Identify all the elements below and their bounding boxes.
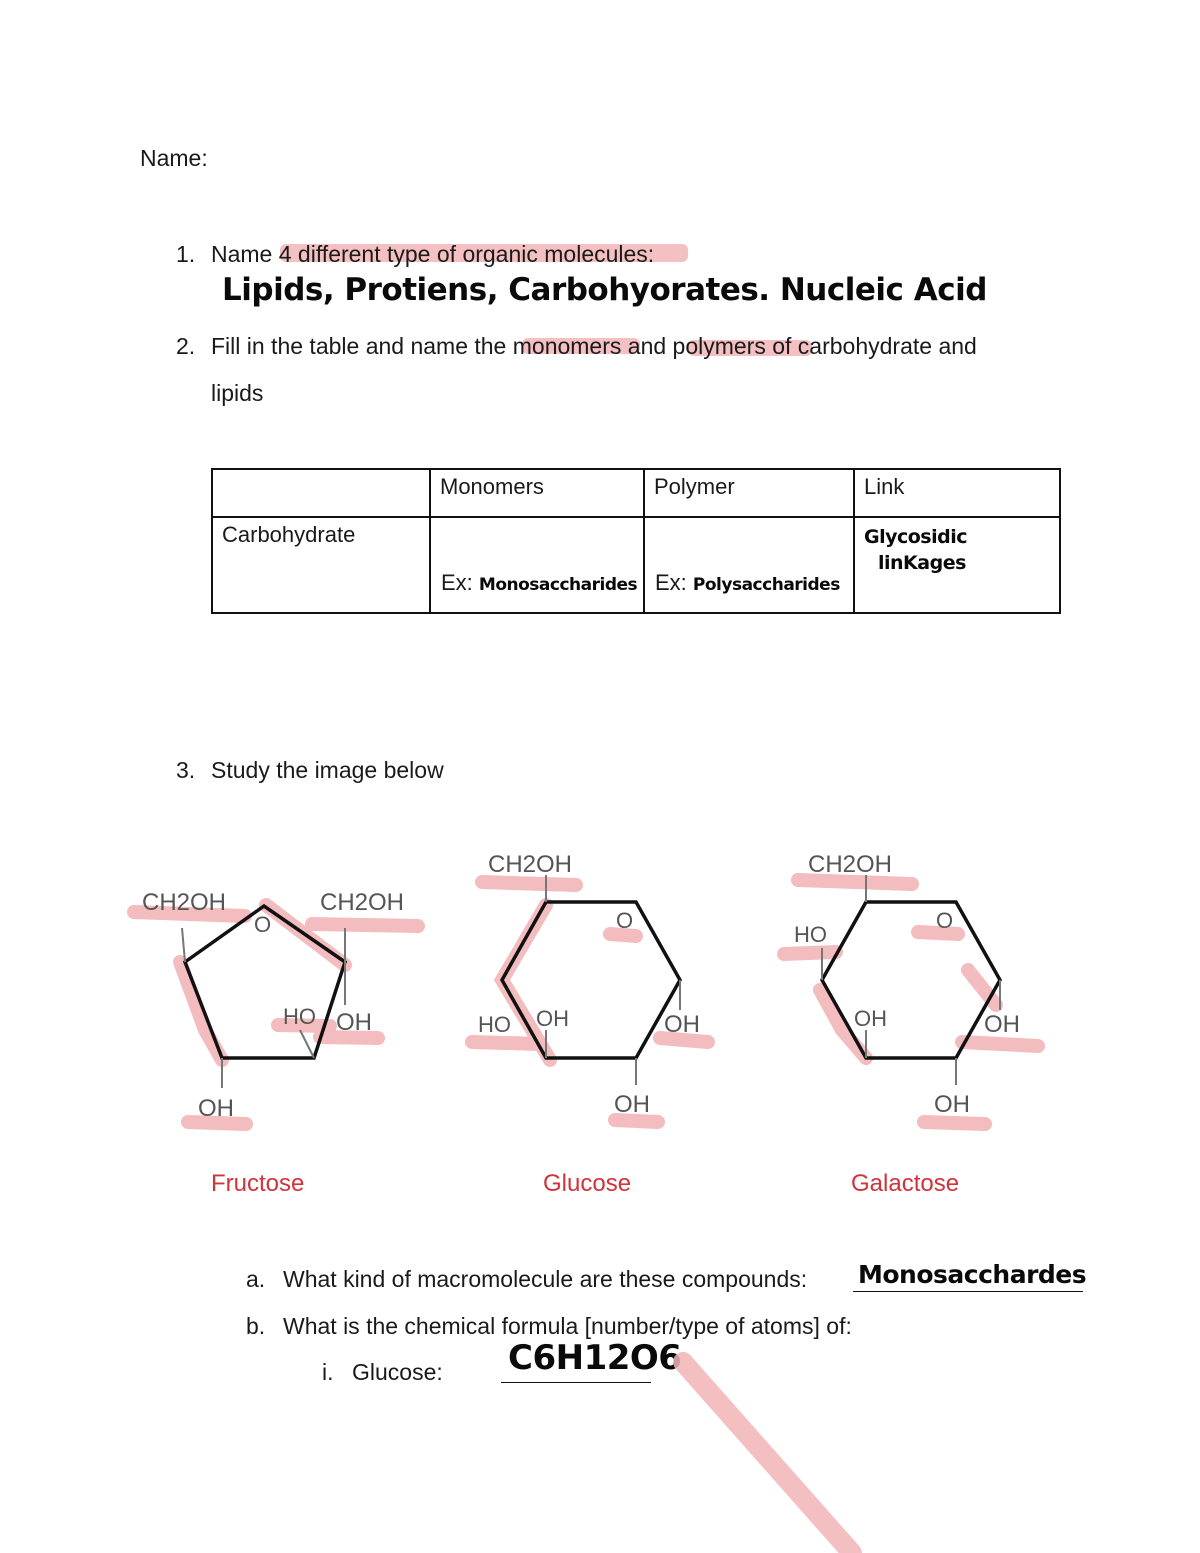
ex-prefix-polymer: Ex: xyxy=(655,570,687,595)
polymer-answer: Polysaccharides xyxy=(692,575,840,595)
q3-number: 3. xyxy=(176,757,196,783)
glucose-oh-inner: OH xyxy=(536,1006,569,1031)
qa-question: What kind of macromolecule are these compounds: xyxy=(283,1266,808,1292)
table-header-row xyxy=(212,469,1060,517)
monomer-answer: Monosaccharides xyxy=(478,575,638,595)
qa-letter: a. xyxy=(246,1266,266,1292)
table-header-monomers: Monomers xyxy=(430,469,644,517)
glucose-ho: HO xyxy=(478,1012,511,1037)
qa-answer-line xyxy=(853,1291,1083,1292)
galactose-ring-oxygen: O xyxy=(936,908,954,933)
ex-prefix-monomer: Ex: xyxy=(441,570,473,595)
galactose-oh-bottom: OH xyxy=(934,1091,970,1118)
galactose-ho: HO xyxy=(794,922,827,947)
q3-question: Study the image below xyxy=(211,757,444,783)
table-cell-polymer xyxy=(644,517,854,613)
fructose-oh-right: OH xyxy=(336,1009,372,1036)
link-answer-line1: Glycosidic xyxy=(864,526,968,548)
qbi-label: Glucose: xyxy=(352,1359,443,1385)
name-label: Name: xyxy=(140,145,208,171)
link-answer-line2: linKages xyxy=(878,552,966,574)
fructose-oh-bottom: OH xyxy=(198,1095,234,1122)
fructose-ch2oh-right: CH2OH xyxy=(320,889,405,916)
q2-question-line1: Fill in the table and name the monomers and polymers of carbohydrate and xyxy=(211,333,977,359)
qbi-numeral: i. xyxy=(322,1359,334,1385)
qb-letter: b. xyxy=(246,1313,266,1339)
fructose-ch2oh-left: CH2OH xyxy=(142,889,227,916)
qbi-answer-line xyxy=(501,1382,651,1383)
table-header-link: Link xyxy=(854,469,1060,517)
qa-answer: Monosacchardes xyxy=(858,1260,1087,1289)
glucose-ch2oh: CH2OH xyxy=(488,851,573,878)
glucose-oh-right: OH xyxy=(664,1011,700,1038)
carbohydrate-table xyxy=(211,468,1061,614)
table-row-carbohydrate xyxy=(212,517,1060,613)
fructose-ho: HO xyxy=(283,1004,316,1029)
table-cell-monomer xyxy=(430,517,644,613)
table-row-label: Carbohydrate xyxy=(212,517,430,613)
qbi-answer: C6H12O6 xyxy=(508,1338,682,1378)
q1-answer: Lipids, Protiens, Carbohyorates. Nucleic Acid xyxy=(222,272,987,308)
fructose-ring-oxygen: O xyxy=(254,912,272,937)
table-cell-link xyxy=(854,517,1060,613)
table-header-polymer: Polymer xyxy=(644,469,854,517)
table-header-empty xyxy=(212,469,430,517)
glucose-ring-oxygen: O xyxy=(616,908,634,933)
monosaccharide-diagrams xyxy=(0,830,1200,1210)
q1-question: Name 4 different type of organic molecules: xyxy=(211,241,655,267)
glucose-oh-bottom: OH xyxy=(614,1091,650,1118)
galactose-name: Galactose xyxy=(851,1170,960,1197)
fructose-name: Fructose xyxy=(211,1170,305,1197)
qb-question: What is the chemical formula [number/type of atoms] of: xyxy=(283,1313,852,1339)
galactose-oh-inner: OH xyxy=(854,1006,887,1031)
galactose-ch2oh: CH2OH xyxy=(808,851,893,878)
galactose-oh-right: OH xyxy=(984,1011,1020,1038)
q1-number: 1. xyxy=(176,241,196,267)
q2-number: 2. xyxy=(176,333,196,359)
glucose-name: Glucose xyxy=(543,1170,632,1197)
q2-question-line2: lipids xyxy=(211,380,264,406)
